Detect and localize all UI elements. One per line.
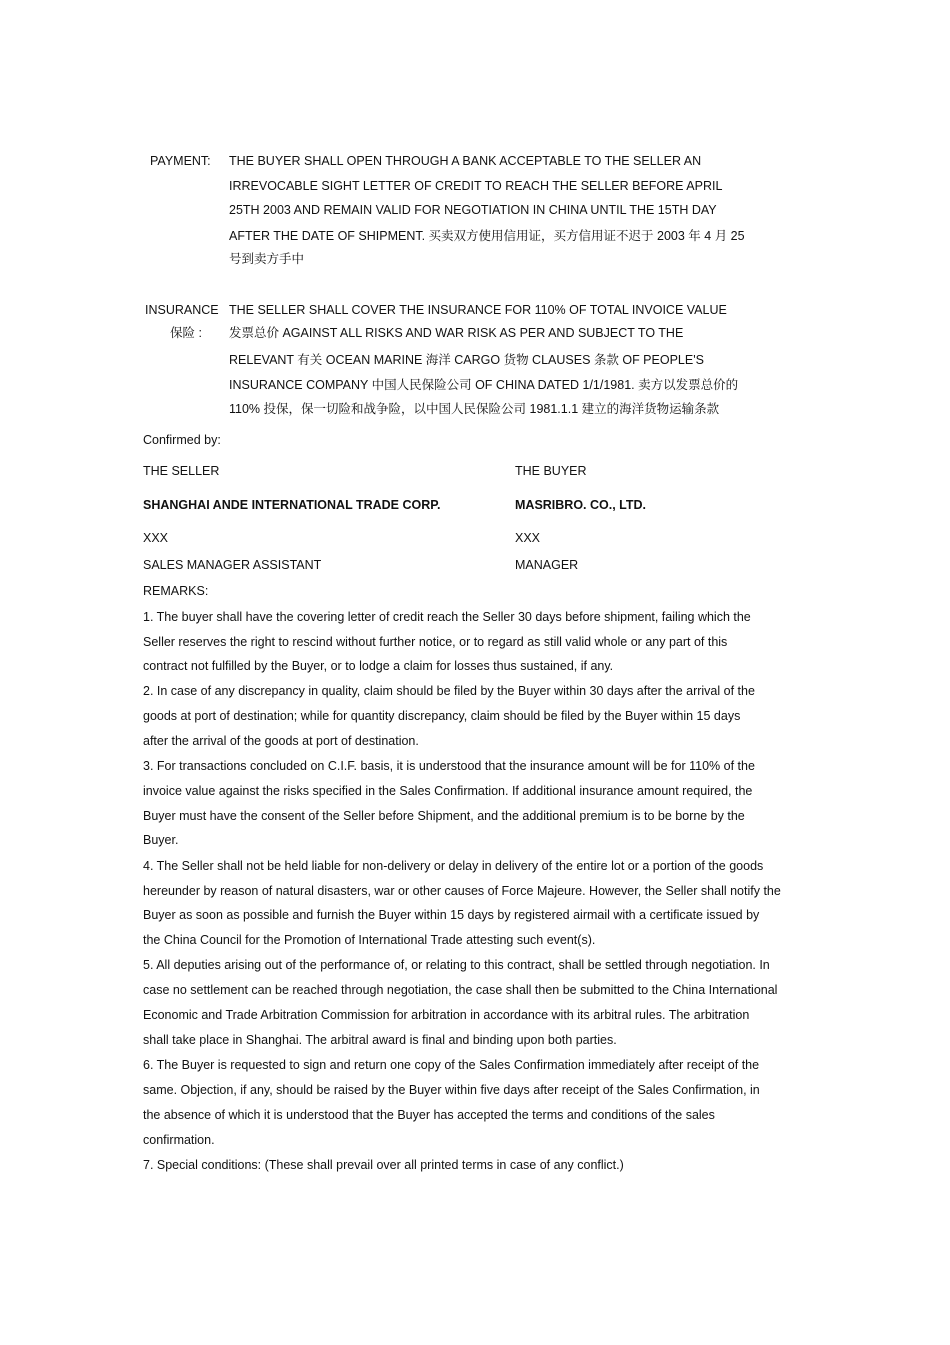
remarks-line: 5. All deputies arising out of the performance of, or relating to this contract, shall be settled through negotiation. In — [143, 958, 770, 972]
payment-line: THE BUYER SHALL OPEN THROUGH A BANK ACCEPTABLE TO THE SELLER AN — [229, 154, 702, 168]
remarks-line: contract not fulfilled by the Buyer, or to lodge a claim for losses thus sustained, if any. — [143, 659, 614, 673]
payment-label: PAYMENT: — [150, 154, 211, 168]
payment-line: 25TH 2003 AND REMAIN VALID FOR NEGOTIATION IN CHINA UNTIL THE 15TH DAY — [229, 203, 717, 217]
insurance-line: 发票总价 AGAINST ALL RISKS AND WAR RISK AS PER AND SUBJECT TO THE — [229, 326, 684, 340]
remarks-line: 1. The buyer shall have the covering letter of credit reach the Seller 30 days before shipment, failing which the — [143, 610, 751, 624]
remarks-line: confirmation. — [143, 1133, 215, 1147]
buyer-role: THE BUYER — [515, 464, 587, 478]
remarks-line: 2. In case of any discrepancy in quality, claim should be filed by the Buyer within 30 days after the arrival of the — [143, 684, 755, 698]
payment-line: 号到卖方手中 — [229, 252, 305, 266]
remarks-line: 4. The Seller shall not be held liable for non-delivery or delay in delivery of the entire lot or a portion of the goods — [143, 859, 764, 873]
insurance-label: INSURANCE — [145, 303, 219, 317]
buyer-title: MANAGER — [515, 558, 579, 572]
payment-line: AFTER THE DATE OF SHIPMENT. 买卖双方使用信用证，买方信用证不迟于 2003 年 4 月 25 — [229, 229, 745, 243]
buyer-signature: XXX — [515, 531, 541, 545]
seller-company: SHANGHAI ANDE INTERNATIONAL TRADE CORP. — [143, 498, 441, 512]
seller-title: SALES MANAGER ASSISTANT — [143, 558, 322, 572]
insurance-line: 110% 投保，保一切险和战争险，以中国人民保险公司 1981.1.1 建立的海洋货物运输条款 — [229, 402, 720, 416]
remarks-line: Buyer. — [143, 833, 179, 847]
remarks-line: goods at port of destination; while for quantity discrepancy, claim should be filed by the Buyer within 15 days — [143, 709, 741, 723]
remarks-line: shall take place in Shanghai. The arbitral award is final and binding upon both parties. — [143, 1033, 617, 1047]
remarks-line: invoice value against the risks specified in the Sales Confirmation. If additional insurance amount required, the — [143, 784, 753, 798]
remarks-line: Economic and Trade Arbitration Commission for arbitration in accordance with its arbitral rules. The arbitration — [143, 1008, 750, 1022]
insurance-line: THE SELLER SHALL COVER THE INSURANCE FOR 110% OF TOTAL INVOICE VALUE — [229, 303, 727, 317]
seller-role: THE SELLER — [143, 464, 220, 478]
remarks-line: Buyer as soon as possible and furnish the Buyer within 15 days by registered airmail with a certificate issued by — [143, 908, 760, 922]
remarks-line: the absence of which it is understood that the Buyer has accepted the terms and conditions of the sales — [143, 1108, 715, 1122]
remarks-line: same. Objection, if any, should be raised by the Buyer within five days after receipt of the Sales Confirmation, in — [143, 1083, 760, 1097]
remarks-line: Seller reserves the right to rescind without further notice, or to regard as still valid whole or any part of this — [143, 635, 728, 649]
insurance-label-cn: 保险 : — [170, 326, 202, 340]
insurance-line: RELEVANT 有关 OCEAN MARINE 海洋 CARGO 货物 CLAUSES 条款 OF PEOPLE'S — [229, 353, 704, 367]
remarks-line: Buyer must have the consent of the Seller before Shipment, and the additional premium is to be borne by the — [143, 809, 745, 823]
remarks-line: hereunder by reason of natural disasters, war or other causes of Force Majeure. However, the Seller shall notify the — [143, 884, 781, 898]
seller-signature: XXX — [143, 531, 169, 545]
remarks-line: case no settlement can be reached through negotiation, the case shall then be submitted to the China International — [143, 983, 778, 997]
insurance-line: INSURANCE COMPANY 中国人民保险公司 OF CHINA DATED 1/1/1981. 卖方以发票总价的 — [229, 378, 739, 392]
remarks-line: after the arrival of the goods at port of destination. — [143, 734, 419, 748]
remarks-line: 6. The Buyer is requested to sign and return one copy of the Sales Confirmation immediately after receipt of the — [143, 1058, 760, 1072]
remarks-heading: REMARKS: — [143, 584, 209, 598]
buyer-company: MASRIBRO. CO., LTD. — [515, 498, 647, 512]
remarks-line: 3. For transactions concluded on C.I.F. basis, it is understood that the insurance amount will be for 110% of the — [143, 759, 755, 773]
remarks-line: the China Council for the Promotion of International Trade attesting such event(s). — [143, 933, 596, 947]
confirmed-by: Confirmed by: — [143, 433, 221, 447]
payment-line: IRREVOCABLE SIGHT LETTER OF CREDIT TO REACH THE SELLER BEFORE APRIL — [229, 179, 723, 193]
remarks-line: 7. Special conditions: (These shall prevail over all printed terms in case of any conflict.) — [143, 1158, 624, 1172]
